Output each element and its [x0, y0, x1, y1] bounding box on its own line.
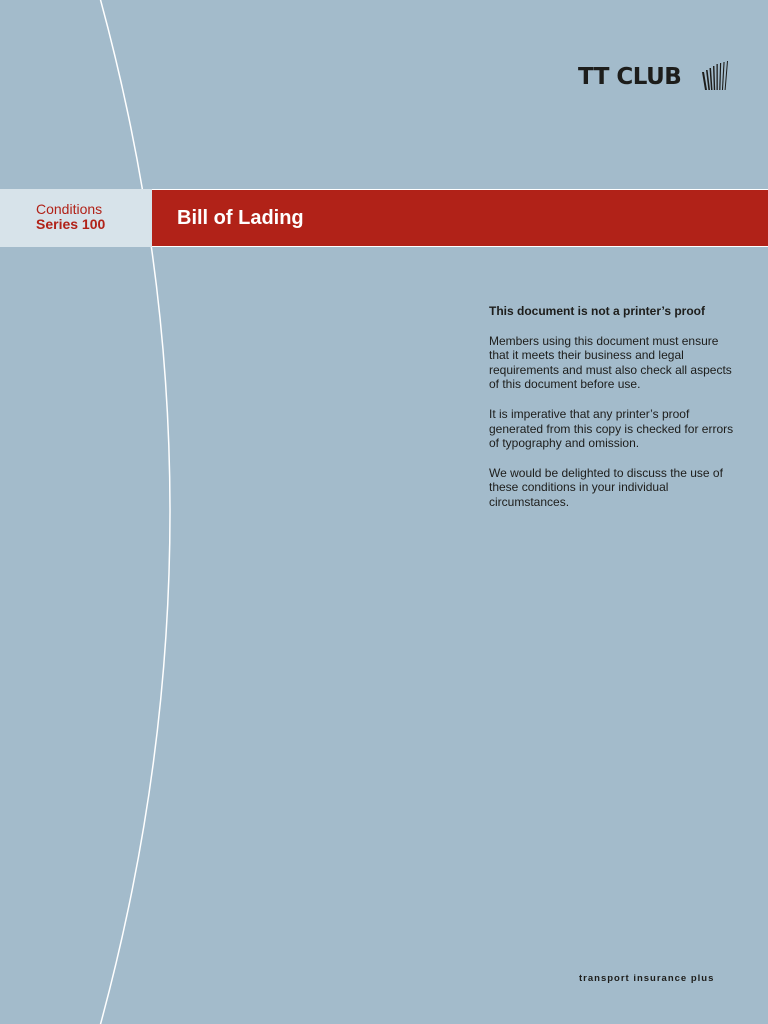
disclaimer-notice — [489, 304, 734, 525]
notice-heading: This document is not a printer’s proof — [489, 304, 706, 318]
notice-paragraph: We would be delighted to discuss the use of these conditions in your individual circumstances. — [489, 465, 723, 509]
logo-text: TT CLUB — [578, 64, 682, 90]
curve-line — [100, 0, 170, 1024]
document-title: Bill of Lading — [177, 207, 304, 229]
notice-paragraph: Members using this document must ensure that it meets their business and legal requirements and must also check all aspects of this document before use. — [489, 333, 732, 392]
tt-club-logo — [578, 60, 738, 100]
series-label: Conditions — [36, 201, 103, 217]
title-band — [0, 189, 768, 247]
series-panel — [0, 189, 152, 247]
series-number: Series 100 — [36, 216, 106, 232]
brand-tagline: transport insurance plus — [579, 973, 715, 984]
notice-paragraph: It is imperative that any printer’s proof generated from this copy is checked for errors of typography and omission. — [489, 406, 734, 451]
title-panel — [152, 189, 768, 247]
stripe-mark-icon — [694, 60, 734, 96]
